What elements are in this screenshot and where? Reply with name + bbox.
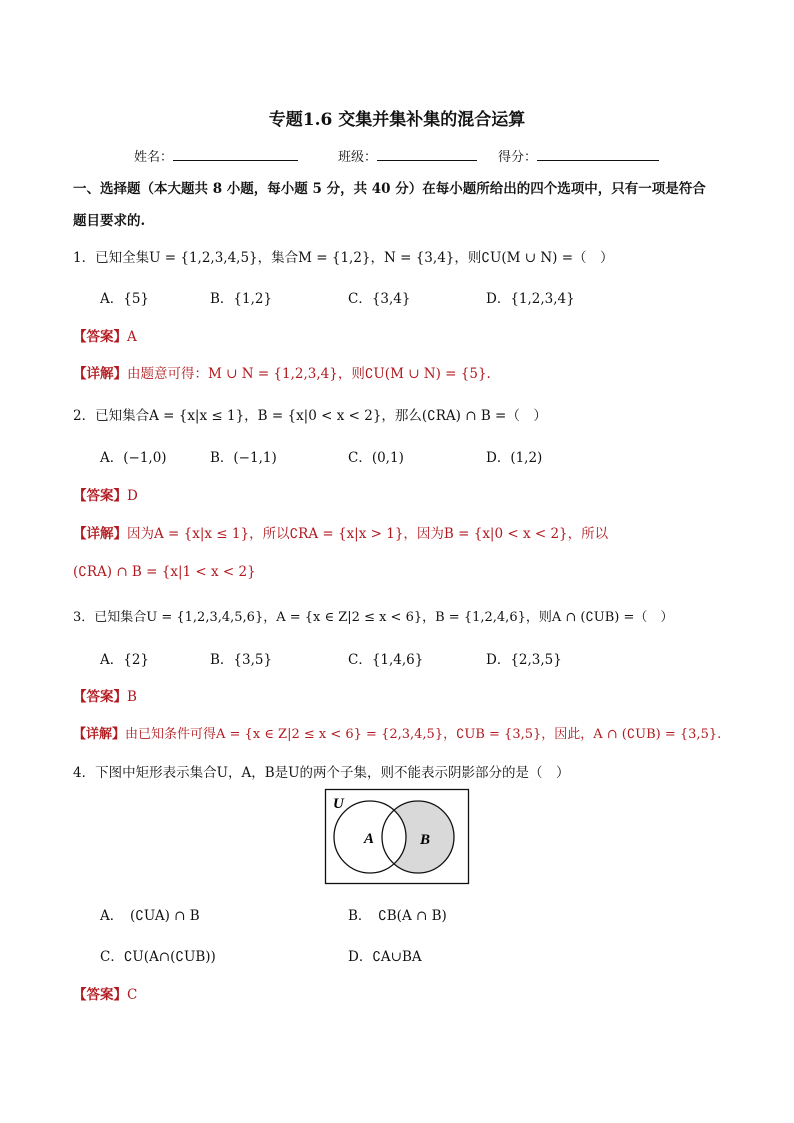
answer-tag: 【答案】 (73, 488, 127, 504)
section-heading-line2: 题目要求的. (73, 213, 146, 229)
q3-option-b: B．{3,5} (210, 652, 273, 668)
q1-answer-value: A (127, 329, 137, 345)
q2-detail (73, 522, 608, 542)
question-3-stem: 3．已知集合U = {1,2,3,4,5,6}，A = {x ∈ Z|2 ≤ x < 6}，B = {1,2,4,6}，则A ∩ (∁UB) =（ ） (73, 610, 674, 625)
q1-option-d: D．{1,2,3,4} (486, 291, 575, 307)
detail-tag: 【详解】 (73, 366, 127, 382)
name-field (134, 146, 298, 165)
q2-option-c: C．(0,1) (348, 450, 404, 466)
q2-option-a: A．(−1,0) (100, 450, 167, 466)
q1-detail-a: 由题意可得：M ∪ N = {1,2,3,4}， (127, 366, 352, 382)
venn-label-a: A (364, 831, 375, 847)
q3-answer (73, 685, 137, 705)
question-1-stem: 1．已知全集U = {1,2,3,4,5}，集合M = {1,2}，N = {3,4}，则∁U(M ∪ N) =（ ） (73, 250, 614, 266)
q1-detail (73, 362, 491, 382)
score-field (498, 146, 659, 165)
answer-tag: 【答案】 (73, 329, 127, 345)
name-blank (173, 148, 298, 161)
q4-option-c: C．∁U(A∩(∁UB)) (100, 949, 216, 965)
q4-answer-value: C (127, 987, 138, 1003)
q4-option-b: B． ∁B(A ∩ B) (348, 908, 447, 924)
q3-option-a: A．{2} (100, 652, 150, 668)
q2-answer-value: D (127, 488, 138, 504)
section-heading-line1: 一、选择题（本大题共 8 小题，每小题 5 分，共 40 分）在每小题所给出的四个选项中，只有一项是符合 (73, 181, 706, 197)
score-label: 得分： (498, 150, 538, 165)
venn-label-u: U (333, 796, 344, 812)
q4-option-a: A． (∁UA) ∩ B (100, 908, 200, 924)
q1-option-a: A．{5} (100, 291, 150, 307)
class-label: 班级： (338, 150, 378, 165)
q2-detail-line1: 因为A = {x|x ≤ 1}，所以∁RA = {x|x > 1}，因为B = {x|0 < x < 2}，所以 (127, 526, 609, 542)
q1-option-c: C．{3,4} (348, 291, 411, 307)
class-field (338, 146, 477, 165)
venn-label-b: B (420, 832, 431, 848)
q3-detail-a: 由已知条件可得A = {x ∈ Z|2 ≤ x < 6} = {2,3,4,5}， (125, 727, 457, 742)
class-blank (377, 148, 477, 161)
q3-detail-b: ∁UB = {3,5}，因此，A ∩ (∁UB) = {3,5}. (456, 727, 722, 742)
detail-tag: 【详解】 (73, 526, 127, 542)
answer-tag: 【答案】 (73, 689, 127, 705)
question-2-stem: 2．已知集合A = {x|x ≤ 1}，B = {x|0 < x < 2}，那么(∁RA) ∩ B =（ ） (73, 408, 547, 424)
q4-option-d: D．∁A∪BA (348, 949, 422, 965)
detail-tag: 【详解】 (73, 727, 126, 742)
q1-answer (73, 325, 137, 345)
name-label: 姓名： (134, 150, 174, 165)
answer-tag: 【答案】 (73, 987, 127, 1003)
q4-answer (73, 983, 137, 1003)
venn-diagram (324, 788, 470, 886)
q3-option-c: C．{1,4,6} (348, 652, 424, 668)
q3-option-d: D．{2,3,5} (486, 652, 562, 668)
q2-option-b: B．(−1,1) (210, 450, 277, 466)
q2-option-d: D．(1,2) (486, 450, 543, 466)
q2-answer (73, 484, 138, 504)
q3-answer-value: B (127, 689, 137, 705)
question-4-stem: 4．下图中矩形表示集合U，A，B是U的两个子集，则不能表示阴影部分的是（ ） (73, 765, 570, 781)
page-title: 专题1.6 交集并集补集的混合运算 (268, 110, 526, 130)
q3-detail (73, 723, 721, 742)
score-blank (537, 148, 659, 161)
q2-detail-line2: (∁RA) ∩ B = {x|1 < x < 2} (73, 564, 256, 580)
q1-option-b: B．{1,2} (210, 291, 273, 307)
q1-detail-b: 则∁U(M ∪ N) = {5}. (351, 366, 491, 382)
